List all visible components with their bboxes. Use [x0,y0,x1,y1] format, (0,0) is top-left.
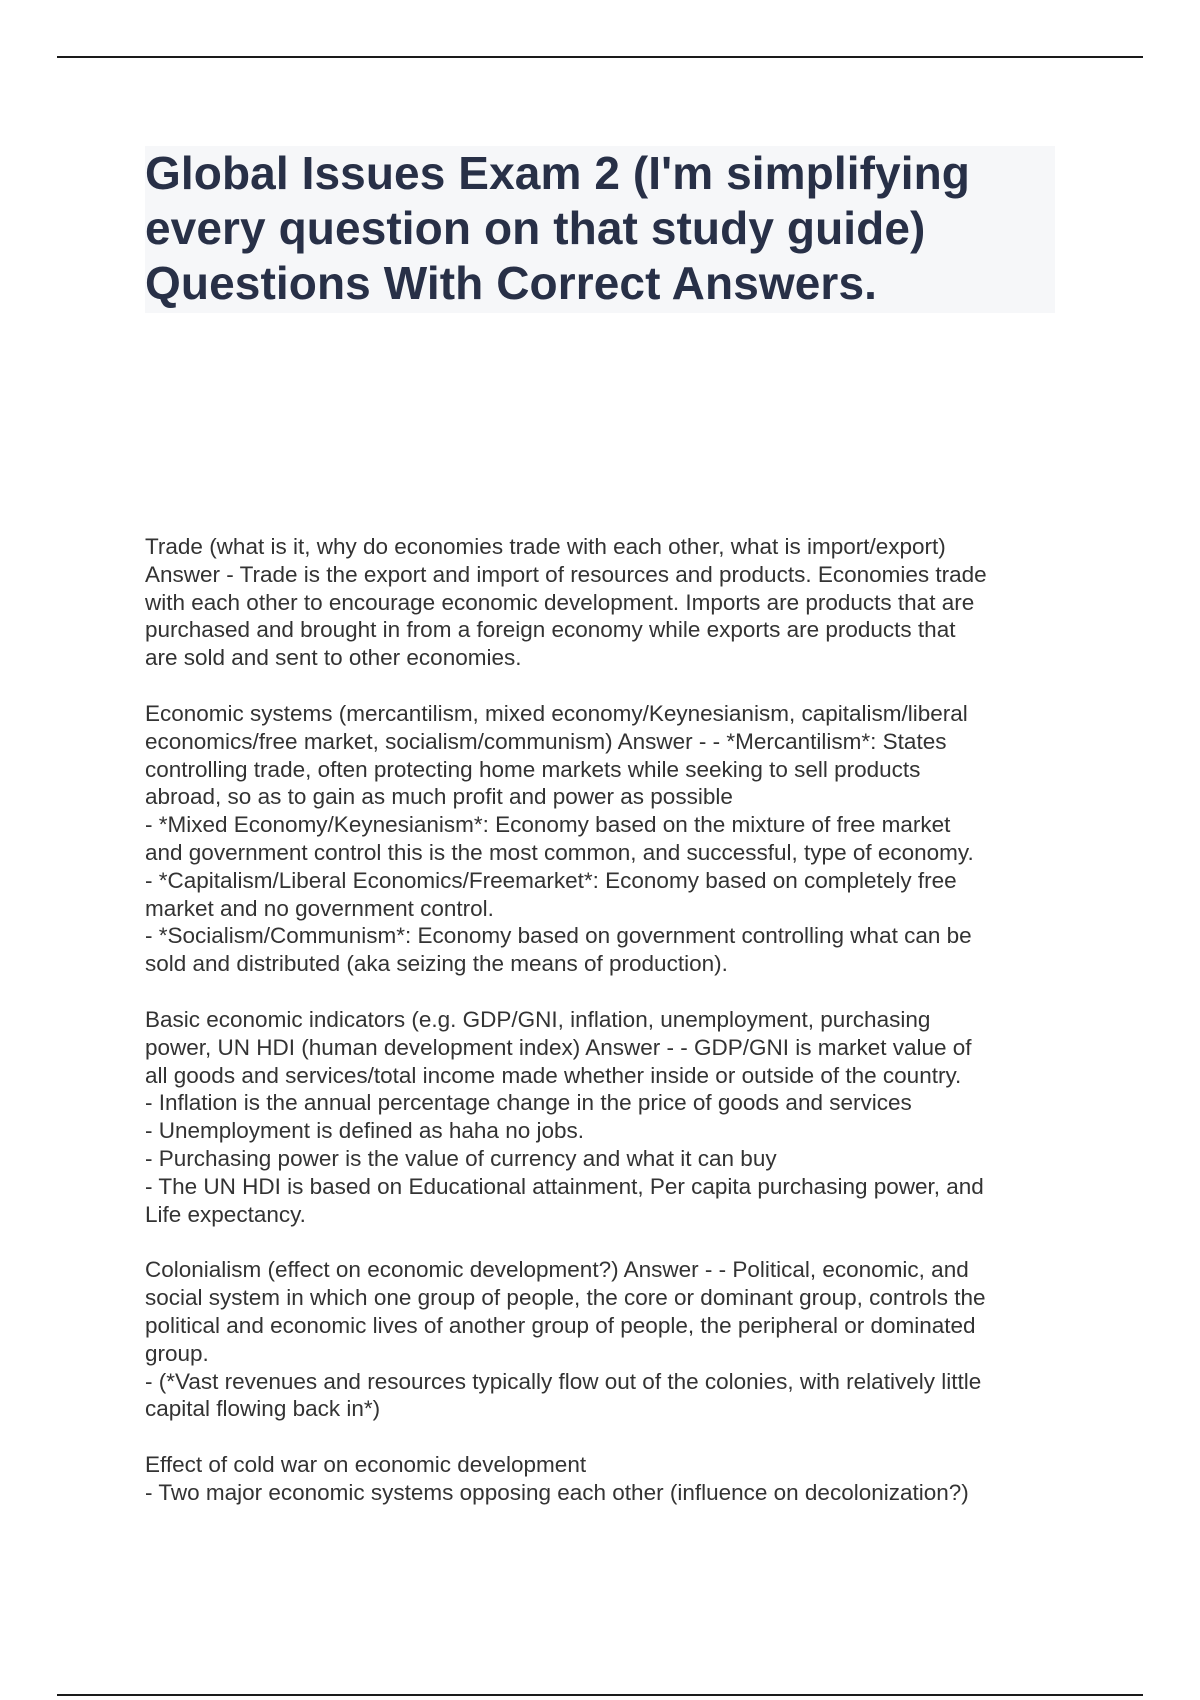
text-line: Life expectancy. [145,1201,306,1227]
title-line: Global Issues Exam 2 (I'm simplifying [145,147,971,199]
qa-section-economic-indicators [145,1006,1075,1228]
text-line: Answer - Trade is the export and import of resources and products. Economies trade [145,561,987,587]
text-line: social system in which one group of people, the core or dominant group, controls the [145,1285,986,1311]
text-line: Effect of cold war on economic development [145,1452,587,1478]
text-line: - *Capitalism/Liberal Economics/Freemarket*: Economy based on completely free [145,867,957,893]
text-line: - The UN HDI is based on Educational attainment, Per capita purchasing power, and [145,1173,984,1199]
text-line: Economic systems (mercantilism, mixed economy/Keynesianism, capitalism/liberal [145,700,968,726]
text-line: power, UN HDI (human development index) Answer - - GDP/GNI is market value of [145,1034,972,1060]
qa-section-colonialism [145,1256,1075,1423]
text-line: market and no government control. [145,895,494,921]
text-line: are sold and sent to other economies. [145,645,522,671]
text-line: and government control this is the most common, and successful, type of economy. [145,839,974,865]
title-block [145,146,1055,313]
text-line: - Two major economic systems opposing each other (influence on decolonization?) [145,1479,969,1505]
text-line: purchased and brought in from a foreign economy while exports are products that [145,617,956,643]
text-line: all goods and services/total income made whether inside or outside of the country. [145,1062,962,1088]
text-line: controlling trade, often protecting home markets while seeking to sell products [145,756,921,782]
qa-section-economic-systems [145,700,1075,978]
text-line: group. [145,1340,209,1366]
text-line: - *Mixed Economy/Keynesianism*: Economy based on the mixture of free market [145,812,951,838]
text-line: - Unemployment is defined as haha no jobs. [145,1118,585,1144]
text-line: Trade (what is it, why do economies trade with each other, what is import/export) [145,534,946,559]
title-line: Questions With Correct Answers. [145,257,878,309]
text-line: Basic economic indicators (e.g. GDP/GNI, inflation, unemployment, purchasing [145,1006,931,1032]
text-line: Colonialism (effect on economic development?) Answer - - Political, economic, and [145,1257,969,1283]
text-line: - *Socialism/Communism*: Economy based on government controlling what can be [145,923,972,949]
bottom-rule [57,1694,1143,1696]
text-line: with each other to encourage economic development. Imports are products that are [145,589,975,615]
title-line: every question on that study guide) [145,202,926,254]
qa-section-cold-war [145,1451,1075,1507]
text-line: capital flowing back in*) [145,1396,381,1422]
text-line: - Purchasing power is the value of currency and what it can buy [145,1145,777,1171]
text-line: - (*Vast revenues and resources typically flow out of the colonies, with relatively little [145,1368,982,1394]
text-line: sold and distributed (aka seizing the means of production). [145,951,728,977]
document-body [145,533,1075,1535]
qa-section-trade [145,533,1075,672]
document-title [145,146,1055,311]
text-line: political and economic lives of another group of people, the peripheral or dominated [145,1312,976,1338]
text-line: - Inflation is the annual percentage change in the price of goods and services [145,1090,912,1116]
text-line: abroad, so as to gain as much profit and power as possible [145,784,733,810]
text-line: economics/free market, socialism/communism) Answer - - *Mercantilism*: States [145,728,947,754]
top-rule [57,56,1143,58]
